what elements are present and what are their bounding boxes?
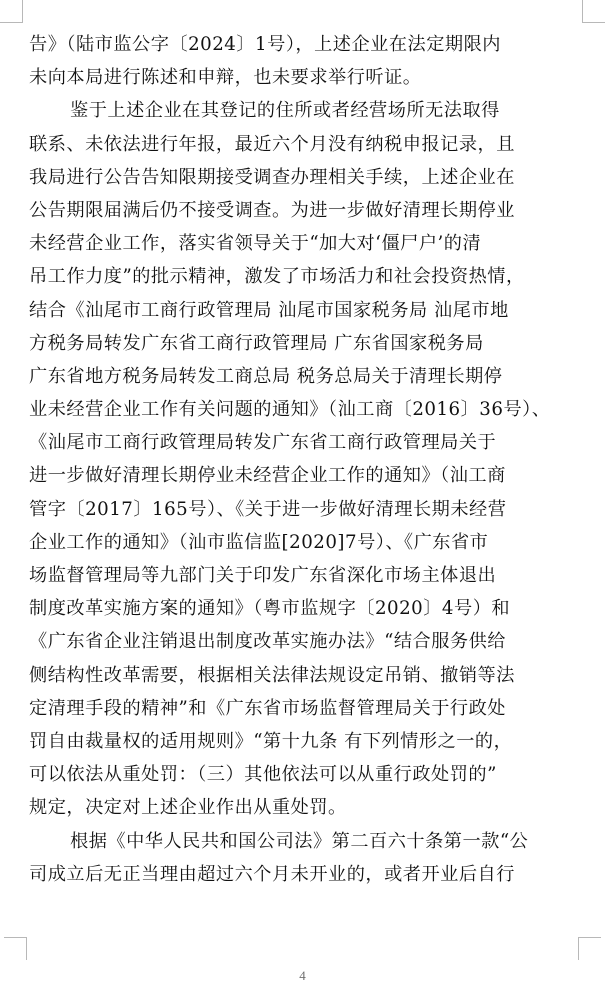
text-line: 企业工作的通知》（汕市监信监[2020]7号）、《广东省市: [29, 531, 489, 553]
paragraph-start-line: 鉴于上述企业在其登记的住所或者经营场所无法取得: [70, 100, 500, 122]
text-line: 场监督管理局等九部门关于印发广东省深化市场主体退出: [29, 565, 497, 586]
text-line: 公告期限届满后仍不接受调查。为进一步做好清理长期停业: [29, 199, 515, 221]
text-line: 《汕尾市工商行政管理局转发广东省工商行政管理局关于: [29, 432, 497, 454]
text-line: 吊工作力度”的批示精神，激发了市场活力和社会投资热情，: [29, 266, 525, 288]
crop-mark-bottom-right: [578, 937, 601, 960]
paragraph-start-line: 根据《中华人民共和国公司法》第二百六十条第一款“公: [70, 830, 529, 852]
text-line: 司成立后无正当理由超过六个月未开业的，或者开业后自行: [29, 863, 515, 885]
text-line: 罚自由裁量权的适用规则》“第十九条 有下列情形之一的，: [29, 730, 513, 752]
text-line: 制度改革实施方案的通知》（粤市监规字〔2020〕4号）和: [29, 598, 511, 620]
text-line: 《广东省企业注销退出制度改革实施办法》“结合服务供给: [29, 631, 506, 653]
text-line: 可以依法从重处罚：（三）其他依法可以从重行政处罚的”: [29, 764, 497, 786]
crop-mark-top-right: [582, 0, 605, 23]
text-line: 业未经营企业工作有关问题的通知》（汕工商〔2016〕36号）、: [29, 399, 551, 421]
text-line: 规定，决定对上述企业作出从重处罚。: [29, 797, 347, 819]
page-number: 4: [299, 968, 306, 983]
text-line: 方税务局转发广东省工商行政管理局 广东省国家税务局: [29, 332, 484, 354]
text-line: 告》（陆市监公字〔2024〕1号），上述企业在法定期限内: [29, 34, 501, 55]
text-line: 定清理手段的精神”和《广东省市场监督管理局关于行政处: [29, 697, 506, 719]
document-body: [29, 28, 580, 891]
text-line: 未经营企业工作，落实省领导关于“加大对‘僵尸户’的清: [29, 233, 482, 255]
text-line: 广东省地方税务局转发工商总局 税务总局关于清理长期停: [29, 365, 503, 387]
text-line: 联系、未依法进行年报，最近六个月没有纳税申报记录，且: [29, 133, 515, 155]
text-line: 我局进行公告告知限期接受调查办理相关手续，上述企业在: [29, 166, 515, 188]
text-line: 未向本局进行陈述和申辩，也未要求举行听证。: [29, 67, 422, 89]
crop-mark-bottom-left: [4, 937, 27, 960]
crop-mark-top-left: [0, 0, 23, 23]
text-line: 管字〔2017〕165号）、《关于进一步做好清理长期未经营: [29, 498, 507, 520]
text-line: 侧结构性改革需要，根据相关法律法规设定吊销、撤销等法: [29, 664, 515, 686]
text-line: 结合《汕尾市工商行政管理局 汕尾市国家税务局 汕尾市地: [29, 299, 509, 321]
text-line: 进一步做好清理长期停业未经营企业工作的通知》（汕工商: [29, 465, 506, 487]
